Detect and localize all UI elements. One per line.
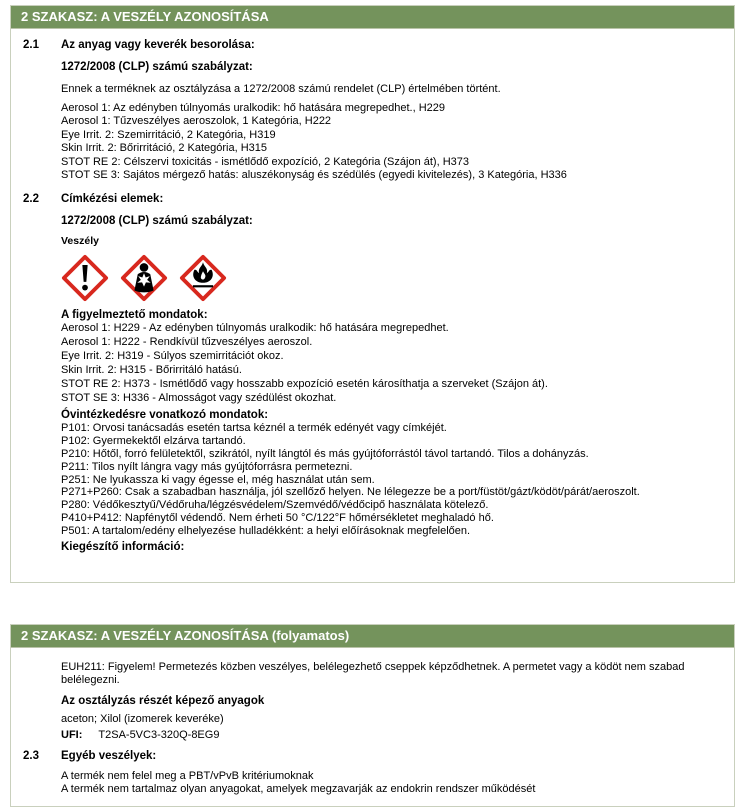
section-box-hazard-identification-continued <box>10 624 735 807</box>
subsection-number: 2.1 <box>23 39 39 51</box>
subsection-2-1 <box>11 39 720 52</box>
classification-item: Aerosol 1: Az edényben túlnyomás uralkodik: hő hatására megrepedhet., H229 <box>61 102 446 114</box>
classification-item: Skin Irrit. 2: Bőrirritáció, 2 Kategória, H315 <box>61 142 268 155</box>
hazard-statement: STOT SE 3: H336 - Almosságot vagy szédülést okozhat. <box>61 391 337 404</box>
subsection-title: Címkézési elemek: <box>61 193 164 206</box>
regulation-heading: 1272/2008 (CLP) számú szabályzat: <box>61 215 253 228</box>
precautionary-statement: P501: A tartalom/edény elhelyezése hulladékként: a helyi előírásoknak megfelelően. <box>61 525 471 538</box>
ufi-label: UFI: <box>61 728 83 741</box>
euh211-statement: EUH211: Figyelem! Permetezés közben veszélyes, belélegezhető cseppek képződhetnek. A permetet vagy a ködöt nem szabad belélegezni. <box>61 661 685 687</box>
hazard-statements-list <box>61 322 720 405</box>
hazard-statement: Aerosol 1: H229 - Az edényben túlnyomás uralkodik: hő hatására megrepedhet. <box>61 322 449 335</box>
ufi-row <box>61 729 720 742</box>
hazard-statements-heading: A figyelmeztető mondatok: <box>61 309 208 322</box>
section-body <box>11 648 734 806</box>
precautionary-statement: P102: Gyermekektől elzárva tartandó. <box>61 434 246 447</box>
precautionary-statement: P251: Ne lyukassza ki vagy égesse el, még használat után sem. <box>61 473 375 486</box>
other-hazards-list <box>61 770 720 797</box>
ghs-pictogram-row <box>61 254 720 302</box>
hazard-statement: Aerosol 1: H222 - Rendkívül tűzveszélyes aeroszol. <box>61 336 313 349</box>
precautionary-statement: P211: Tilos nyílt lángra vagy más gyújtóforrásra permetezni. <box>61 460 353 473</box>
ghs02-flame-icon <box>179 254 227 302</box>
subsection-number: 2.2 <box>23 193 39 206</box>
precautionary-statement: P410+P412: Napfénytől védendő. Nem érheti 50 °C/122°F hőmérsékletet meghaladó hő. <box>61 512 494 525</box>
precautionary-statements-list <box>61 422 720 538</box>
precautionary-statement: P280: Védőkesztyű/Védőruha/légzésvédelem/Szemvédő/védőcipő használata kötelező. <box>61 499 489 512</box>
subsection-2-3 <box>11 750 720 763</box>
classification-item: STOT SE 3: Sajátos mérgező hatás: aluszékonyság és szédülés (egyedi kivitelezés), 3 Kategória, H336 <box>61 169 567 182</box>
hazard-statement: STOT RE 2: H373 - Ismétlődő vagy hosszabb expozíció esetén károsíthatja a szerveket (Szájon át). <box>61 378 548 391</box>
regulation-heading: 1272/2008 (CLP) számú szabályzat: <box>61 61 253 73</box>
classification-intro: Ennek a terméknek az osztályzása a 1272/2008 számú rendelet (CLP) értelmében történt. <box>61 83 501 95</box>
substances-heading: Az osztályzás részét képező anyagok <box>61 694 265 707</box>
precautionary-statement: P210: Hőtől, forró felületektől, szikrától, nyílt lángtól és más gyújtóforrástól távol tartandó. Tilos a dohányzás. <box>61 447 589 460</box>
classification-item: STOT RE 2: Célszervi toxicitás - ismétlődő expozíció, 2 Kategória (Szájon át), H373 <box>61 155 469 168</box>
classification-list <box>61 102 720 182</box>
subsection-2-2 <box>11 193 720 206</box>
precautionary-statement: P271+P260: Csak a szabadban használja, jól szellőző helyen. Ne lélegezze be a port/füstöt/gázt/ködöt/párát/aeroszolt. <box>61 486 640 499</box>
other-hazard-item: A termék nem felel meg a PBT/vPvB kritériumoknak <box>61 769 314 782</box>
ghs07-exclamation-icon <box>61 254 109 302</box>
precautionary-statements-heading: Óvintézkedésre vonatkozó mondatok: <box>61 408 269 421</box>
subsection-number: 2.3 <box>23 749 39 762</box>
section-box-hazard-identification <box>10 5 735 583</box>
section-header-bar: 2 SZAKASZ: A VESZÉLY AZONOSÍTÁSA (folyamatos) <box>11 625 734 648</box>
substances-value: aceton; Xilol (izomerek keveréke) <box>61 712 224 725</box>
section-header-bar: 2 SZAKASZ: A VESZÉLY AZONOSÍTÁSA <box>11 6 734 29</box>
supplementary-info-heading: Kiegészítő információ: <box>61 541 185 554</box>
precautionary-statement: P101: Orvosi tanácsadás esetén tartsa kéznél a termék edényét vagy címkéjét. <box>61 421 447 434</box>
hazard-statement: Eye Irrit. 2: H319 - Súlyos szemirritációt okoz. <box>61 350 284 363</box>
classification-item: Eye Irrit. 2: Szemirritáció, 2 Kategória, H319 <box>61 128 276 141</box>
ufi-value: T2SA-5VC3-320Q-8EG9 <box>98 728 220 741</box>
sds-document-page <box>0 5 745 796</box>
hazard-statement: Skin Irrit. 2: H315 - Bőrirritáló hatású. <box>61 364 242 377</box>
ghs08-health-hazard-icon <box>120 254 168 302</box>
subsection-title: Egyéb veszélyek: <box>61 749 157 762</box>
section-body <box>11 29 734 582</box>
classification-item: Aerosol 1: Tűzveszélyes aeroszolok, 1 Kategória, H222 <box>61 115 332 128</box>
signal-word: Veszély <box>61 235 99 248</box>
subsection-title: Az anyag vagy keverék besorolása: <box>61 39 255 51</box>
other-hazard-item: A termék nem tartalmaz olyan anyagokat, amelyek megzavarják az endokrin rendszer működését <box>61 783 536 796</box>
